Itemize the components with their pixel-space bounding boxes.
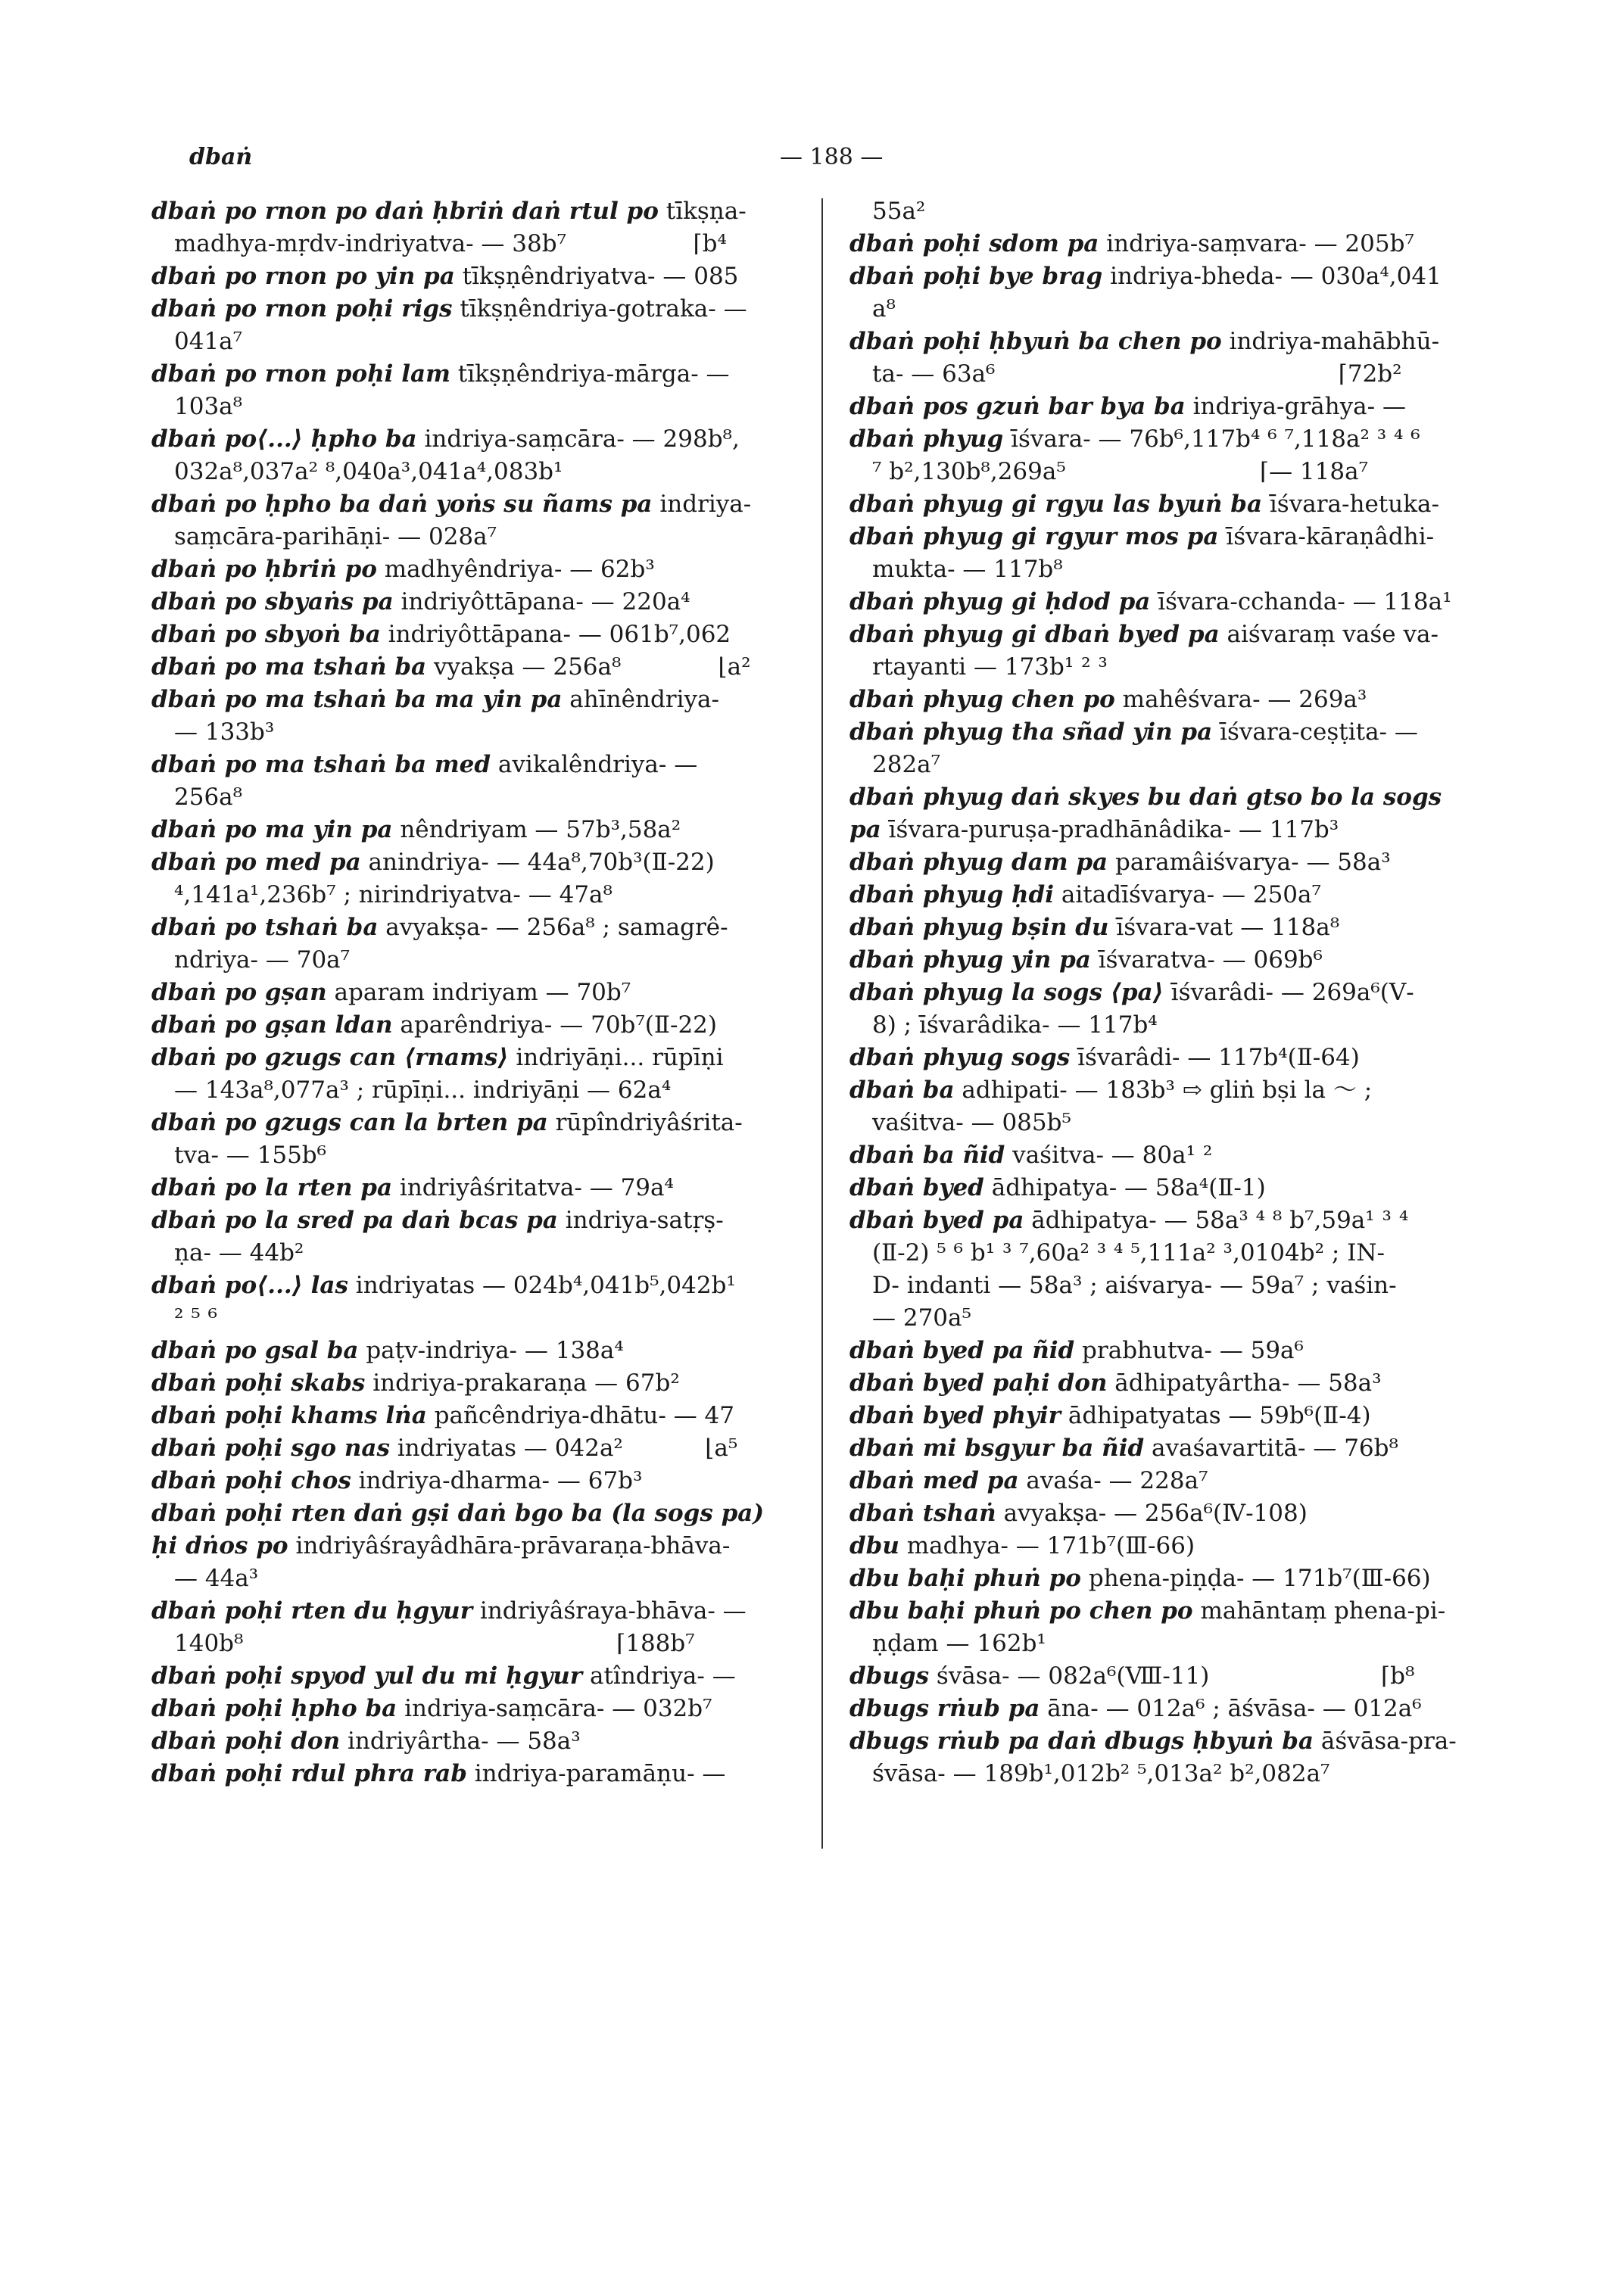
tibetan-headword: dbaṅ phyug tha sñad yin pa xyxy=(849,718,1213,746)
tibetan-headword: dbu baḥi phuṅ po xyxy=(849,1565,1081,1592)
sanskrit-equivalent: āna- — 012a⁶ ; āśvāsa- — 012a⁶ xyxy=(1040,1695,1422,1722)
dictionary-line xyxy=(849,1432,1501,1465)
dictionary-line xyxy=(151,846,803,879)
dictionary-line xyxy=(849,1562,1501,1595)
sanskrit-equivalent: avyakṣa- — 256a⁸ ; samagrê- xyxy=(378,914,728,941)
tibetan-headword: dbaṅ phyug chen po xyxy=(849,686,1115,713)
sanskrit-equivalent: tīkṣṇêndriya-gotraka- — xyxy=(452,295,747,322)
tibetan-headword: dbaṅ po gṣan ldan xyxy=(151,1011,393,1039)
tibetan-headword: dbaṅ poḥi khams lṅa xyxy=(151,1402,427,1429)
dictionary-line xyxy=(151,1497,803,1530)
tibetan-headword: dbaṅ poḥi rten daṅ gṣi daṅ bgo ba (la sogs pa) xyxy=(151,1500,764,1527)
tibetan-headword: dbaṅ ba xyxy=(849,1076,955,1104)
dictionary-line xyxy=(151,1270,803,1302)
tibetan-headword: pa xyxy=(849,816,881,843)
dictionary-line xyxy=(151,260,803,293)
dictionary-line xyxy=(151,488,803,521)
tibetan-headword: dbaṅ po⟨...⟩ las xyxy=(151,1272,348,1299)
sanskrit-equivalent: āśvāsa-pra- xyxy=(1314,1728,1457,1755)
sanskrit-equivalent: pañcêndriya-dhātu- — 47 xyxy=(426,1402,734,1429)
dictionary-line xyxy=(151,716,803,749)
dictionary-line xyxy=(849,1107,1501,1139)
sanskrit-equivalent: paramâiśvarya- — 58a³ xyxy=(1108,849,1391,876)
sanskrit-equivalent: tīkṣṇêndriya-mārga- — xyxy=(450,360,730,388)
sanskrit-equivalent: ² ⁵ ⁶ xyxy=(174,1304,217,1332)
dictionary-line xyxy=(849,293,1501,326)
sanskrit-equivalent: ⁴,141a¹,236b⁷ ; nirindriyatva- — 47a⁸ xyxy=(174,881,613,908)
sanskrit-equivalent: mahāntaṃ phena-pi- xyxy=(1192,1597,1446,1625)
sanskrit-equivalent: indriyâśritatva- — 79a⁴ xyxy=(392,1174,674,1201)
sanskrit-equivalent: indriya-grāhya- — xyxy=(1185,393,1406,420)
sanskrit-equivalent: indriyôttāpana- — 061b⁷,062 xyxy=(380,621,731,648)
tibetan-headword: dbaṅ pos gzuṅ bar bya ba xyxy=(849,393,1186,420)
sanskrit-equivalent: aiśvaraṃ vaśe va- xyxy=(1219,621,1439,648)
dictionary-line xyxy=(849,1335,1501,1367)
dictionary-line xyxy=(849,260,1501,293)
dictionary-line xyxy=(849,1042,1501,1074)
sanskrit-equivalent: indriyāṇi... rūpīṇi xyxy=(508,1044,724,1071)
tibetan-headword: dbaṅ poḥi rdul phra rab xyxy=(151,1760,467,1787)
sanskrit-equivalent: indriya-saṃcāra- — 298b⁸, xyxy=(416,425,740,453)
sanskrit-equivalent: phena-piṇḍa- — 171b⁷(Ⅲ-66) xyxy=(1081,1565,1431,1592)
tibetan-headword: dbaṅ phyug bṣin du xyxy=(849,914,1109,941)
tibetan-headword: dbaṅ po sbyaṅs pa xyxy=(151,588,394,615)
sanskrit-equivalent: 041a⁷ xyxy=(174,328,243,355)
dictionary-line xyxy=(151,358,803,391)
sanskrit-equivalent: ādhipatyârtha- — 58a³ xyxy=(1107,1369,1382,1397)
sanskrit-equivalent: atîndriya- — xyxy=(582,1662,736,1690)
sanskrit-equivalent: īśvara- — 76b⁶,117b⁴ ⁶ ⁷,118a² ³ ⁴ ⁶ xyxy=(1003,425,1420,453)
sanskrit-equivalent: aparêndriya- — 70b⁷(Ⅱ-22) xyxy=(392,1011,717,1039)
sanskrit-equivalent: indriya-paramāṇu- — xyxy=(466,1760,726,1787)
sanskrit-equivalent: avaśavartitā- — 76b⁸ xyxy=(1144,1435,1398,1462)
tibetan-headword: dbaṅ po gzugs can ⟨rnams⟩ xyxy=(151,1044,509,1071)
dictionary-line xyxy=(849,944,1501,977)
sanskrit-equivalent: 55a² xyxy=(872,198,926,225)
sanskrit-equivalent: madhya- — 171b⁷(Ⅲ-66) xyxy=(899,1532,1195,1559)
sanskrit-equivalent: madhya-mṛdv-indriyatva- — 38b⁷ ⌈b⁴ xyxy=(174,230,727,257)
tibetan-headword: dbugs rṅub pa daṅ dbugs ḥbyuṅ ba xyxy=(849,1728,1314,1755)
sanskrit-equivalent: ṇa- — 44b² xyxy=(174,1239,304,1266)
tibetan-headword: dbaṅ phyug gi rgyur mos pa xyxy=(849,523,1219,550)
tibetan-headword: dbaṅ po sbyoṅ ba xyxy=(151,621,381,648)
tibetan-headword: dbaṅ med pa xyxy=(849,1467,1019,1494)
tibetan-headword: ḥi dṅos po xyxy=(151,1532,288,1559)
sanskrit-equivalent: — 270a⁵ xyxy=(872,1304,971,1332)
dictionary-line xyxy=(849,1172,1501,1204)
sanskrit-equivalent: indriyôttāpana- — 220a⁴ xyxy=(393,588,690,615)
sanskrit-equivalent: avyakṣa- — 256a⁶(Ⅳ-108) xyxy=(996,1500,1308,1527)
tibetan-headword: dbaṅ byed pa ñid xyxy=(849,1337,1075,1364)
sanskrit-equivalent: indriya-bheda- — 030a⁴,041 xyxy=(1102,263,1442,290)
tibetan-headword: dbaṅ po la sred pa daṅ bcas pa xyxy=(151,1207,558,1234)
dictionary-line xyxy=(151,326,803,358)
dictionary-line xyxy=(849,456,1501,488)
dictionary-line xyxy=(849,1660,1501,1693)
sanskrit-equivalent: ādhipatya- — 58a⁴(Ⅱ-1) xyxy=(983,1174,1266,1201)
dictionary-line xyxy=(151,651,803,684)
dictionary-line xyxy=(151,1725,803,1758)
dictionary-line xyxy=(151,521,803,553)
dictionary-line xyxy=(849,1270,1501,1302)
sanskrit-equivalent: 032a⁸,037a² ⁸,040a³,041a⁴,083b¹ xyxy=(174,458,563,485)
sanskrit-equivalent: prabhutva- — 59a⁶ xyxy=(1074,1337,1304,1364)
sanskrit-equivalent: ⁷ b²,130b⁸,269a⁵ ⌈— 118a⁷ xyxy=(872,458,1369,485)
dictionary-line xyxy=(849,749,1501,781)
sanskrit-equivalent: tīkṣṇa- xyxy=(658,198,747,225)
sanskrit-equivalent: indriyatas — 024b⁴,041b⁵,042b¹ xyxy=(348,1272,736,1299)
dictionary-line xyxy=(151,1074,803,1107)
tibetan-headword: dbaṅ phyug dam pa xyxy=(849,849,1108,876)
tibetan-headword: dbaṅ poḥi don xyxy=(151,1728,341,1755)
column-divider xyxy=(821,198,823,1849)
sanskrit-equivalent: indriya-saṃvara- — 205b⁷ xyxy=(1099,230,1414,257)
sanskrit-equivalent: nêndriyam — 57b³,58a² xyxy=(392,816,681,843)
tibetan-headword: dbaṅ poḥi spyod yul du mi ḥgyur xyxy=(151,1662,583,1690)
tibetan-headword: dbaṅ phyug gi ḥdod pa xyxy=(849,588,1151,615)
tibetan-headword: dbaṅ phyug daṅ skyes bu daṅ gtso bo la sogs xyxy=(849,784,1442,811)
sanskrit-equivalent: — 44a³ xyxy=(174,1565,259,1592)
sanskrit-equivalent: ādhipatya- — 58a³ ⁴ ⁸ b⁷,59a¹ ³ ⁴ xyxy=(1024,1207,1409,1234)
sanskrit-equivalent: 140b⁸ ⌈188b⁷ xyxy=(174,1630,695,1657)
sanskrit-equivalent: indriya-saṃcāra- — 032b⁷ xyxy=(397,1695,712,1722)
dictionary-line xyxy=(849,1009,1501,1042)
dictionary-line xyxy=(849,1497,1501,1530)
dictionary-line xyxy=(849,1595,1501,1628)
sanskrit-equivalent: rūpîndriyâśrita- xyxy=(547,1109,743,1136)
dictionary-line xyxy=(151,879,803,911)
dictionary-line xyxy=(849,358,1501,391)
tibetan-headword: dbaṅ byed pa xyxy=(849,1207,1024,1234)
tibetan-headword: dbaṅ poḥi ḥbyuṅ ba chen po xyxy=(849,328,1222,355)
tibetan-headword: dbaṅ po gzugs can la brten pa xyxy=(151,1109,548,1136)
sanskrit-equivalent: mahêśvara- — 269a³ xyxy=(1114,686,1367,713)
tibetan-headword: dbaṅ po med pa xyxy=(151,849,361,876)
dictionary-line xyxy=(151,1660,803,1693)
sanskrit-equivalent: tva- — 155b⁶ xyxy=(174,1142,327,1169)
sanskrit-equivalent: vyakṣa — 256a⁸ ⌊a² xyxy=(426,653,751,681)
sanskrit-equivalent: aparam indriyam — 70b⁷ xyxy=(326,979,631,1006)
sanskrit-equivalent: indriya-satṛṣ- xyxy=(557,1207,724,1234)
dictionary-line xyxy=(151,228,803,260)
sanskrit-equivalent: ṇḍam — 162b¹ xyxy=(872,1630,1046,1657)
dictionary-line xyxy=(849,1367,1501,1400)
tibetan-headword: dbugs rṅub pa xyxy=(849,1695,1040,1722)
dictionary-line xyxy=(151,1693,803,1725)
right-column xyxy=(849,195,1501,1790)
dictionary-line xyxy=(151,1465,803,1497)
sanskrit-equivalent: indriya-dharma- — 67b³ xyxy=(351,1467,643,1494)
sanskrit-equivalent: indriyâśrayâdhāra-prāvaraṇa-bhāva- xyxy=(288,1532,731,1559)
sanskrit-equivalent: indriyatas — 042a² ⌊a⁵ xyxy=(389,1435,738,1462)
sanskrit-equivalent: anindriya- — 44a⁸,70b³(Ⅱ-22) xyxy=(360,849,715,876)
dictionary-line xyxy=(849,1758,1501,1790)
sanskrit-equivalent: īśvarâdi- — 269a⁶(Ⅴ- xyxy=(1163,979,1414,1006)
dictionary-line xyxy=(849,1204,1501,1237)
dictionary-line xyxy=(151,1367,803,1400)
tibetan-headword: dbaṅ po rnon poḥi lam xyxy=(151,360,450,388)
dictionary-line xyxy=(151,553,803,586)
dictionary-line xyxy=(849,1139,1501,1172)
dictionary-line xyxy=(849,814,1501,846)
dictionary-line xyxy=(849,781,1501,814)
dictionary-line xyxy=(849,879,1501,911)
sanskrit-equivalent: saṃcāra-parihāṇi- — 028a⁷ xyxy=(174,523,497,550)
sanskrit-equivalent: īśvara-hetuka- xyxy=(1262,491,1439,518)
dictionary-line xyxy=(151,1335,803,1367)
sanskrit-equivalent: vaśitva- — 085b⁵ xyxy=(872,1109,1071,1136)
tibetan-headword: dbaṅ po rnon poḥi rigs xyxy=(151,295,453,322)
dictionary-line xyxy=(849,1400,1501,1432)
sanskrit-equivalent: madhyêndriya- — 62b³ xyxy=(376,556,655,583)
sanskrit-equivalent: aitadīśvarya- — 250a⁷ xyxy=(1054,881,1321,908)
dictionary-line xyxy=(151,391,803,423)
dictionary-line xyxy=(151,749,803,781)
dictionary-line xyxy=(151,1628,803,1660)
tibetan-headword: dbaṅ poḥi skabs xyxy=(151,1369,366,1397)
tibetan-headword: dbaṅ byed phyir xyxy=(849,1402,1061,1429)
dictionary-line xyxy=(151,1562,803,1595)
dictionary-line xyxy=(151,1432,803,1465)
tibetan-headword: dbaṅ phyug gi rgyu las byuṅ ba xyxy=(849,491,1263,518)
dictionary-line xyxy=(849,846,1501,879)
dictionary-line xyxy=(849,684,1501,716)
tibetan-headword: dbaṅ phyug ḥdi xyxy=(849,881,1054,908)
dictionary-line xyxy=(151,684,803,716)
dictionary-line xyxy=(151,1172,803,1204)
sanskrit-equivalent: indriyâśraya-bhāva- — xyxy=(472,1597,747,1625)
dictionary-line xyxy=(151,781,803,814)
dictionary-line xyxy=(849,423,1501,456)
tibetan-headword: dbaṅ poḥi chos xyxy=(151,1467,351,1494)
sanskrit-equivalent: īśvara-puruṣa-pradhānâdika- — 117b³ xyxy=(881,816,1339,843)
tibetan-headword: dbaṅ poḥi bye brag xyxy=(849,263,1103,290)
tibetan-headword: dbugs xyxy=(849,1662,930,1690)
tibetan-headword: dbaṅ po gṣan xyxy=(151,979,327,1006)
sanskrit-equivalent: indriya- xyxy=(652,491,752,518)
page-number: — 188 — xyxy=(780,144,884,170)
dictionary-line xyxy=(151,1302,803,1335)
sanskrit-equivalent: indriya-mahābhū- xyxy=(1221,328,1440,355)
sanskrit-equivalent: indriyârtha- — 58a³ xyxy=(340,1728,581,1755)
dictionary-line xyxy=(849,1725,1501,1758)
tibetan-headword: dbaṅ po rnon po daṅ ḥbriṅ daṅ rtul po xyxy=(151,198,659,225)
dictionary-line xyxy=(849,195,1501,228)
sanskrit-equivalent: tīkṣṇêndriyatva- — 085 xyxy=(454,263,739,290)
dictionary-line xyxy=(151,456,803,488)
tibetan-headword: dbaṅ po la rten pa xyxy=(151,1174,393,1201)
sanskrit-equivalent: paṭv-indriya- — 138a⁴ xyxy=(358,1337,624,1364)
tibetan-headword: dbaṅ byed paḥi don xyxy=(849,1369,1108,1397)
sanskrit-equivalent: 256a⁸ xyxy=(174,784,243,811)
dictionary-line xyxy=(151,1400,803,1432)
dictionary-line xyxy=(151,423,803,456)
sanskrit-equivalent: a⁸ xyxy=(872,295,896,322)
sanskrit-equivalent: indriya-prakaraṇa — 67b² xyxy=(365,1369,680,1397)
dictionary-line xyxy=(151,1009,803,1042)
tibetan-headword: dbaṅ poḥi rten du ḥgyur xyxy=(151,1597,473,1625)
dictionary-line xyxy=(849,651,1501,684)
sanskrit-equivalent: īśvara-kāraṇâdhi- xyxy=(1218,523,1435,550)
sanskrit-equivalent: īśvarâdi- — 117b⁴(Ⅱ-64) xyxy=(1070,1044,1360,1071)
dictionary-line xyxy=(849,326,1501,358)
dictionary-line xyxy=(849,1693,1501,1725)
tibetan-headword: dbu baḥi phuṅ po chen po xyxy=(849,1597,1193,1625)
tibetan-headword: dbaṅ mi bsgyur ba ñid xyxy=(849,1435,1145,1462)
dictionary-line xyxy=(151,1237,803,1270)
dictionary-line xyxy=(849,1628,1501,1660)
dictionary-line xyxy=(849,586,1501,618)
sanskrit-equivalent: avaśa- — 228a⁷ xyxy=(1018,1467,1208,1494)
tibetan-headword: dbaṅ phyug la sogs ⟨pa⟩ xyxy=(849,979,1164,1006)
sanskrit-equivalent: D- indanti — 58a³ ; aiśvarya- — 59a⁷ ; vaśin- xyxy=(872,1272,1397,1299)
sanskrit-equivalent: (Ⅱ-2) ⁵ ⁶ b¹ ³ ⁷,60a² ³ ⁴ ⁵,111a² ³,0104b² ; IN- xyxy=(872,1239,1385,1266)
tibetan-headword: dbaṅ po ma tshaṅ ba med xyxy=(151,751,491,778)
sanskrit-equivalent: īśvara-vat — 118a⁸ xyxy=(1108,914,1340,941)
tibetan-headword: dbaṅ po gsal ba xyxy=(151,1337,359,1364)
sanskrit-equivalent: īśvaratva- — 069b⁶ xyxy=(1090,946,1323,974)
dictionary-line xyxy=(849,553,1501,586)
tibetan-headword: dbu xyxy=(849,1532,899,1559)
sanskrit-equivalent: īśvara-cchanda- — 118a¹ xyxy=(1150,588,1452,615)
tibetan-headword: dbaṅ byed xyxy=(849,1174,984,1201)
sanskrit-equivalent: 8) ; īśvarâdika- — 117b⁴ xyxy=(872,1011,1158,1039)
dictionary-line xyxy=(849,618,1501,651)
dictionary-line xyxy=(151,814,803,846)
tibetan-headword: dbaṅ po⟨...⟩ ḥpho ba xyxy=(151,425,417,453)
dictionary-line xyxy=(849,716,1501,749)
sanskrit-equivalent: mukta- — 117b⁸ xyxy=(872,556,1063,583)
tibetan-headword: dbaṅ poḥi ḥpho ba xyxy=(151,1695,397,1722)
dictionary-line xyxy=(849,977,1501,1009)
sanskrit-equivalent: avikalêndriya- — xyxy=(491,751,698,778)
sanskrit-equivalent: 282a⁷ xyxy=(872,751,941,778)
tibetan-headword: dbaṅ phyug sogs xyxy=(849,1044,1071,1071)
sanskrit-equivalent: ahīnêndriya- xyxy=(562,686,719,713)
dictionary-line xyxy=(151,1139,803,1172)
sanskrit-equivalent: ādhipatyatas — 59b⁶(Ⅱ-4) xyxy=(1061,1402,1371,1429)
dictionary-line xyxy=(151,977,803,1009)
tibetan-headword: dbaṅ phyug xyxy=(849,425,1004,453)
sanskrit-equivalent: śvāsa- — 189b¹,012b² ⁵,013a² b²,082a⁷ xyxy=(872,1760,1330,1787)
dictionary-line xyxy=(849,911,1501,944)
sanskrit-equivalent: 103a⁸ xyxy=(174,393,243,420)
dictionary-line xyxy=(849,1074,1501,1107)
dictionary-line xyxy=(151,1204,803,1237)
dictionary-line xyxy=(151,944,803,977)
dictionary-line xyxy=(151,195,803,228)
dictionary-line xyxy=(151,1758,803,1790)
dictionary-line xyxy=(151,1107,803,1139)
tibetan-headword: dbaṅ tshaṅ xyxy=(849,1500,996,1527)
dictionary-line xyxy=(849,228,1501,260)
tibetan-headword: dbaṅ poḥi sdom pa xyxy=(849,230,1099,257)
tibetan-headword: dbaṅ po ma tshaṅ ba ma yin pa xyxy=(151,686,563,713)
tibetan-headword: dbaṅ po rnon po yin pa xyxy=(151,263,455,290)
tibetan-headword: dbaṅ po ma yin pa xyxy=(151,816,393,843)
tibetan-headword: dbaṅ ba ñid xyxy=(849,1142,1005,1169)
dictionary-line xyxy=(849,1530,1501,1562)
sanskrit-equivalent: vaśitva- — 80a¹ ² xyxy=(1005,1142,1213,1169)
dictionary-line xyxy=(849,488,1501,521)
dictionary-line xyxy=(151,1042,803,1074)
sanskrit-equivalent: ndriya- — 70a⁷ xyxy=(174,946,351,974)
tibetan-headword: dbaṅ phyug gi dbaṅ byed pa xyxy=(849,621,1220,648)
dictionary-line xyxy=(151,1595,803,1628)
running-headword: dbaṅ xyxy=(189,144,253,170)
sanskrit-equivalent: śvāsa- — 082a⁶(Ⅷ-11) ⌈b⁸ xyxy=(929,1662,1415,1690)
sanskrit-equivalent: ta- — 63a⁶ ⌈72b² xyxy=(872,360,1402,388)
sanskrit-equivalent: — 143a⁸,077a³ ; rūpīṇi... indriyāṇi — 62a⁴ xyxy=(174,1076,672,1104)
dictionary-line xyxy=(151,586,803,618)
dictionary-line xyxy=(151,911,803,944)
tibetan-headword: dbaṅ po ḥbriṅ po xyxy=(151,556,377,583)
dictionary-line xyxy=(151,1530,803,1562)
tibetan-headword: dbaṅ phyug yin pa xyxy=(849,946,1091,974)
dictionary-line xyxy=(849,391,1501,423)
dictionary-line xyxy=(151,293,803,326)
dictionary-line xyxy=(849,521,1501,553)
dictionary-line xyxy=(849,1237,1501,1270)
sanskrit-equivalent: rtayanti — 173b¹ ² ³ xyxy=(872,653,1108,681)
left-column xyxy=(151,195,803,1790)
tibetan-headword: dbaṅ po tshaṅ ba xyxy=(151,914,379,941)
dictionary-line xyxy=(849,1465,1501,1497)
sanskrit-equivalent: — 133b³ xyxy=(174,718,275,746)
sanskrit-equivalent: īśvara-ceṣṭita- — xyxy=(1212,718,1418,746)
dictionary-line xyxy=(151,618,803,651)
tibetan-headword: dbaṅ poḥi sgo nas xyxy=(151,1435,390,1462)
tibetan-headword: dbaṅ po ḥpho ba daṅ yoṅs su ñams pa xyxy=(151,491,653,518)
dictionary-line xyxy=(849,1302,1501,1335)
sanskrit-equivalent: adhipati- — 183b³ ⇨ gliṅ bṣi la ～ ; xyxy=(954,1076,1373,1104)
tibetan-headword: dbaṅ po ma tshaṅ ba xyxy=(151,653,427,681)
